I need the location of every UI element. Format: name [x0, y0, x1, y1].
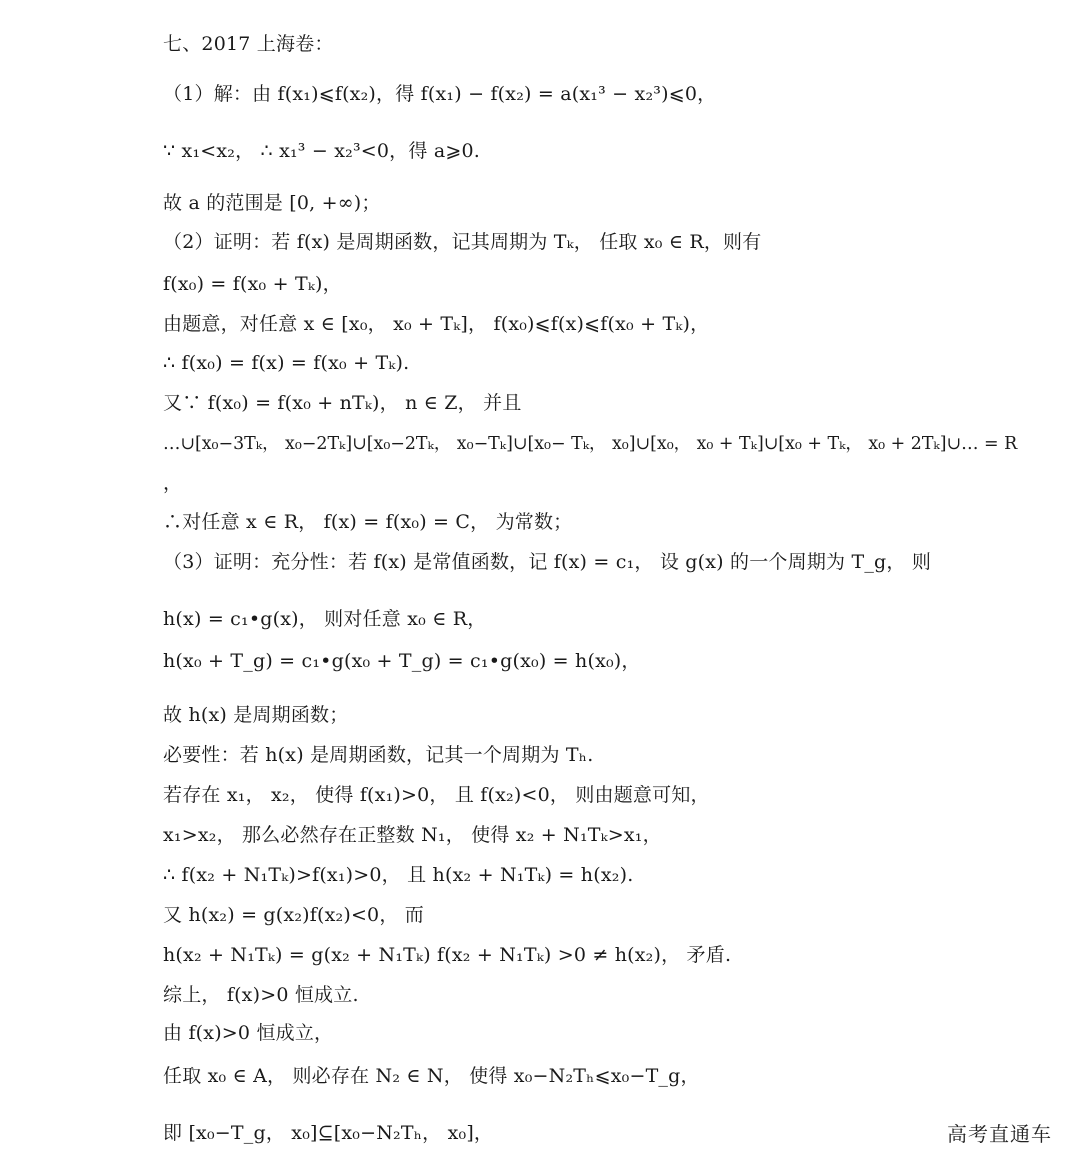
text-line: ∴ f(x₀) = f(x) = f(x₀ + Tₖ).: [163, 352, 410, 374]
text-line: 若存在 x₁， x₂， 使得 f(x₁)>0， 且 f(x₂)<0， 则由题意可知，: [163, 784, 710, 806]
text-line: ∵ x₁<x₂， ∴ x₁³ − x₂³<0，得 a⩾0.: [163, 140, 480, 162]
text-line: h(x) = c₁•g(x)， 则对任意 x₀ ∈ R，: [163, 608, 487, 630]
text-line: 综上， f(x)>0 恒成立.: [163, 984, 359, 1006]
watermark-text: 高考直通车: [947, 1122, 1052, 1146]
text-line: 故 h(x) 是周期函数；: [163, 704, 349, 726]
text-line: 又 h(x₂) = g(x₂)f(x₂)<0， 而: [163, 904, 424, 926]
text-line: h(x₂ + N₁Tₖ) = g(x₂ + N₁Tₖ) f(x₂ + N₁Tₖ) >0 ≠ h(x₂)， 矛盾.: [163, 944, 732, 966]
text-line: （1）解：由 f(x₁)⩽f(x₂)，得 f(x₁) − f(x₂) = a(x₁³ − x₂³)⩽0，: [163, 83, 717, 105]
text-line: 即 [x₀−T_g， x₀]⊆[x₀−N₂Tₕ， x₀]，: [163, 1122, 494, 1144]
text-line: f(x₀) = f(x₀ + Tₖ)，: [163, 273, 342, 295]
text-line: x₁>x₂， 那么必然存在正整数 N₁， 使得 x₂ + N₁Tₖ>x₁，: [163, 824, 662, 846]
text-line: ∴对任意 x ∈ R， f(x) = f(x₀) = C， 为常数；: [163, 511, 573, 533]
text-line: （2）证明：若 f(x) 是周期函数，记其周期为 Tₖ， 任取 x₀ ∈ R，则有: [163, 231, 762, 253]
text-line: 由题意，对任意 x ∈ [x₀， x₀ + Tₖ]， f(x₀)⩽f(x)⩽f(x₀ + Tₖ)，: [163, 313, 710, 335]
text-line: 必要性：若 h(x) 是周期函数，记其一个周期为 Tₕ.: [163, 744, 594, 766]
section-heading: 七、2017 上海卷：: [163, 33, 334, 55]
text-line: ，: [163, 472, 183, 494]
text-line: （3）证明：充分性：若 f(x) 是常值函数，记 f(x) = c₁， 设 g(x) 的一个周期为 T_g， 则: [163, 551, 932, 573]
text-line: …∪[x₀−3Tₖ， x₀−2Tₖ]∪[x₀−2Tₖ， x₀−Tₖ]∪[x₀− Tₖ， x₀]∪[x₀， x₀ + Tₖ]∪[x₀ + Tₖ， x₀ + 2Tₖ]∪… = R: [163, 434, 1018, 454]
text-line: h(x₀ + T_g) = c₁•g(x₀ + T_g) = c₁•g(x₀) = h(x₀)，: [163, 650, 641, 672]
text-line: 由 f(x)>0 恒成立，: [163, 1022, 334, 1044]
text-line: 故 a 的范围是 [0, +∞)；: [163, 192, 381, 214]
text-line: 又∵ f(x₀) = f(x₀ + nTₖ)， n ∈ Z， 并且: [163, 392, 522, 414]
text-line: ∴ f(x₂ + N₁Tₖ)>f(x₁)>0， 且 h(x₂ + N₁Tₖ) = h(x₂).: [163, 864, 634, 886]
text-line: 任取 x₀ ∈ A， 则必存在 N₂ ∈ N， 使得 x₀−N₂Tₕ⩽x₀−T_g，: [163, 1065, 700, 1087]
